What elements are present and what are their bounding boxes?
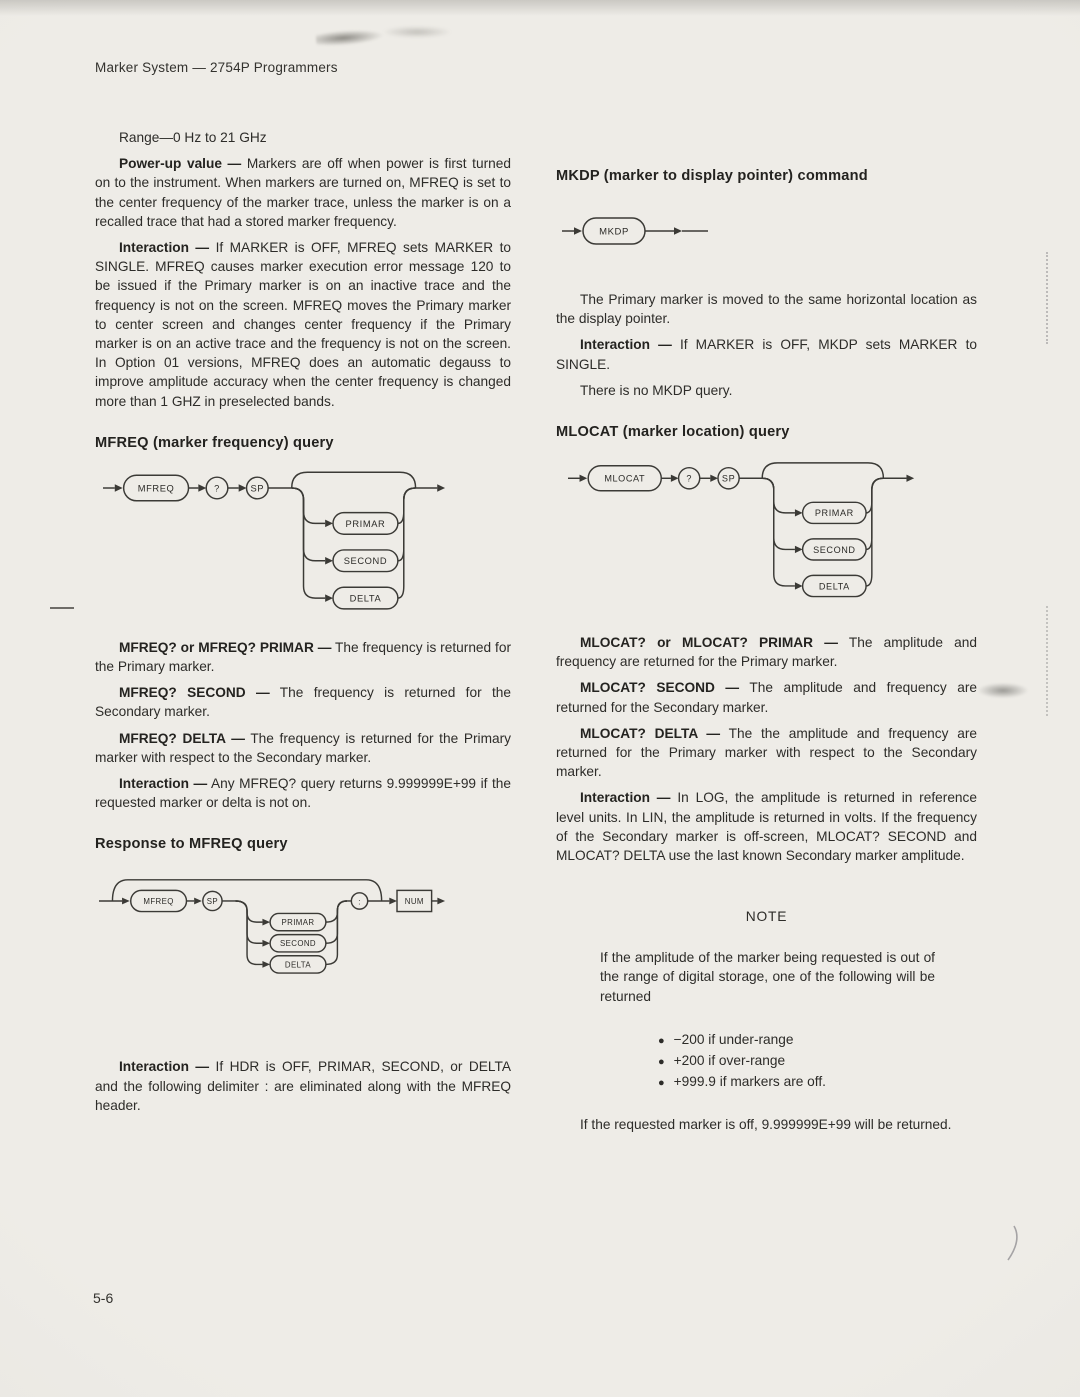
terminal-sp xyxy=(247,477,269,499)
paragraph-lead: MFREQ? or MFREQ? PRIMAR — xyxy=(119,639,332,655)
mlocat-syntax-diagram xyxy=(568,455,918,615)
paragraph-mfreq-primar xyxy=(95,638,511,676)
option-primar xyxy=(333,512,398,534)
note-bullet xyxy=(658,1030,977,1051)
svg-text:DELTA: DELTA xyxy=(284,960,312,970)
paragraph-text: If HDR is OFF, PRIMAR, SECOND, or DELTA and the following delimiter : are eliminated along with the MFREQ header. xyxy=(95,1059,511,1113)
paragraph-mfreq-delta xyxy=(95,729,511,767)
svg-text::: : xyxy=(358,897,361,907)
paragraph-mkdp-interaction xyxy=(556,335,977,373)
terminal-mkdp xyxy=(583,218,645,244)
paragraph-powerup xyxy=(95,154,511,231)
svg-text:NUM: NUM xyxy=(404,897,424,907)
svg-text:PRIMAR: PRIMAR xyxy=(281,918,315,928)
paragraph-mkdp-moved xyxy=(556,290,977,328)
terminal-num xyxy=(397,891,432,912)
bullet-text: −200 if under-range xyxy=(673,1031,794,1047)
paragraph-lead: MLOCAT? SECOND — xyxy=(580,680,740,696)
paragraph-lead: Interaction — xyxy=(119,240,210,256)
svg-text:SECOND: SECOND xyxy=(343,556,388,567)
paragraph-lead: Interaction — xyxy=(119,1059,210,1075)
svg-text:DELTA: DELTA xyxy=(818,581,850,592)
bullet-text: +999.9 if markers are off. xyxy=(673,1074,826,1090)
paragraph-mlocat-interaction xyxy=(556,788,977,865)
svg-text:SECOND: SECOND xyxy=(279,939,316,949)
option-delta xyxy=(270,956,326,973)
left-column xyxy=(95,128,511,1122)
scan-dotted-edge xyxy=(1046,252,1048,344)
svg-text:SECOND: SECOND xyxy=(813,544,856,555)
paragraph-text: The amplitude and frequency are returned for the Secondary marker. xyxy=(556,680,977,715)
paragraph-lead: Interaction — xyxy=(580,337,672,353)
option-second xyxy=(803,539,866,560)
mlocat-heading: MLOCAT (marker location) query xyxy=(556,424,790,441)
paragraph-text: If the requested marker is off, 9.999999E+99 will be returned. xyxy=(580,1117,952,1133)
svg-text:PRIMAR: PRIMAR xyxy=(345,518,386,529)
paragraph-mlocat-second xyxy=(556,678,977,716)
terminal-colon xyxy=(351,893,367,909)
svg-text:?: ? xyxy=(214,483,220,494)
option-delta xyxy=(803,575,866,596)
page-header: Marker System — 2754P Programmers xyxy=(95,60,338,75)
scan-smudge-icon xyxy=(382,26,452,38)
option-second xyxy=(333,550,398,572)
paragraph-lead: MFREQ? SECOND — xyxy=(119,685,270,701)
bullet-icon: ● xyxy=(658,1034,665,1047)
svg-text:MFREQ: MFREQ xyxy=(137,483,175,494)
scan-smudge-icon xyxy=(978,683,1028,698)
response-heading: Response to MFREQ query xyxy=(95,836,288,853)
terminal-mfreq xyxy=(124,475,189,501)
scan-smudge-icon xyxy=(316,28,385,48)
scan-pen-mark xyxy=(1000,1224,1024,1264)
option-second xyxy=(270,935,326,952)
paragraph-mlocat-primar xyxy=(556,633,977,671)
paragraph-mlocat-delta xyxy=(556,724,977,782)
paragraph-lead: MFREQ? DELTA — xyxy=(119,730,245,746)
connector-lines xyxy=(99,880,445,968)
paragraph-interaction-any xyxy=(95,774,511,812)
option-primar xyxy=(270,914,326,931)
scan-dash-mark xyxy=(50,607,74,609)
note-body xyxy=(600,948,935,1006)
paragraph-text: The frequency is returned for the Primary marker with respect to the Secondary marker. xyxy=(95,730,512,765)
svg-text:DELTA: DELTA xyxy=(349,593,382,604)
paragraph-text: The the amplitude and frequency are returned for the Primary marker with respect to the Secondary marker. xyxy=(556,725,977,780)
terminal-question xyxy=(206,477,228,499)
right-column xyxy=(556,168,977,1142)
paragraph-mfreq-second xyxy=(95,683,511,721)
paragraph-text: Any MFREQ? query returns 9.999999E+99 if the requested marker or delta is not on. xyxy=(95,776,511,811)
svg-text:MKDP: MKDP xyxy=(599,226,629,238)
paragraph-text: The amplitude and frequency are returned for the Primary marker. xyxy=(556,635,977,670)
paragraph-text: In LOG, the amplitude is returned in reference level units. In LIN, the amplitude is returned in volts. If the frequency of the Secondary marker is off-screen, MLOCAT? SECOND and MLOCAT? DELTA use the last known Secondary marker amplitude. xyxy=(556,790,977,864)
note-bullet xyxy=(658,1051,977,1072)
paragraph-mkdp-noquery xyxy=(556,381,977,400)
paragraph-text: The frequency is returned for the Primary marker. xyxy=(95,639,511,675)
mfreq-syntax-diagram xyxy=(103,466,449,626)
svg-text:MFREQ: MFREQ xyxy=(143,897,174,907)
mfreq-response-diagram xyxy=(99,867,447,983)
svg-text:PRIMAR: PRIMAR xyxy=(814,508,854,519)
svg-text:SP: SP xyxy=(250,483,265,494)
note-heading: NOTE xyxy=(745,909,788,925)
paragraph-text: If MARKER is OFF, MKDP sets MARKER to SINGLE. xyxy=(556,337,977,372)
range-line: Range—0 Hz to 21 GHz xyxy=(119,130,267,145)
option-delta xyxy=(333,587,398,609)
svg-text:SP: SP xyxy=(206,897,219,907)
scan-dotted-edge xyxy=(1046,606,1048,716)
paragraph-interaction-hdr xyxy=(95,1057,511,1115)
paragraph-lead: Interaction — xyxy=(580,790,671,806)
terminal-mfreq xyxy=(131,891,187,912)
bullet-icon: ● xyxy=(658,1056,665,1069)
paragraph-interaction-mfreq xyxy=(95,238,511,411)
mkdp-heading: MKDP (marker to display pointer) command xyxy=(556,168,868,184)
mkdp-syntax-diagram xyxy=(562,208,712,254)
bullet-text: +200 if over-range xyxy=(673,1053,786,1069)
svg-text:MLOCAT: MLOCAT xyxy=(604,473,646,484)
paragraph-text: The frequency is returned for the Secondary marker. xyxy=(95,685,512,720)
option-primar xyxy=(803,502,866,523)
terminal-sp xyxy=(203,892,222,911)
svg-text:?: ? xyxy=(686,473,692,484)
paragraph-text: The Primary marker is moved to the same horizontal location as the display pointer. xyxy=(556,292,977,327)
note-bullet xyxy=(658,1072,977,1093)
paragraph-lead: Interaction — xyxy=(119,776,208,792)
paragraph-text: Markers are off when power is first turned on to the instrument. When markers are turned on, MFREQ is set to the center frequency of the marker trace, unless the marker is on a recalled trace that had a stored marker frequency. xyxy=(95,156,511,229)
paragraph-lead: MLOCAT? DELTA — xyxy=(580,725,721,741)
paragraph-text: If the amplitude of the marker being requested is out of the range of digital storage, one of the following will be returned xyxy=(600,950,935,1004)
paragraph-lead: Power-up value — xyxy=(119,156,242,172)
bullet-icon: ● xyxy=(658,1077,665,1090)
terminal-sp xyxy=(718,468,739,489)
terminal-mlocat xyxy=(588,466,661,491)
paragraph-marker-off xyxy=(556,1115,977,1134)
mfreq-query-heading: MFREQ (marker frequency) query xyxy=(95,434,334,451)
paragraph-lead: MLOCAT? or MLOCAT? PRIMAR — xyxy=(580,635,838,651)
paragraph-text: If MARKER is OFF, MFREQ sets MARKER to SINGLE. MFREQ causes marker execution error message 120 to be issued if the Primary marker is on an inactive trace and the frequency is not on the screen. MFREQ moves the Primary marker to center screen and changes center frequency if the Primary marker is on an active trace and the frequency is not on the screen. In Option 01 versions, MFREQ does an automatic degauss to improve amplitude accuracy when the center frequency is changed more than 1 GHZ in preselected bands. xyxy=(95,240,511,409)
page-number: 5-6 xyxy=(93,1290,114,1306)
note-bullet-list xyxy=(658,1030,977,1094)
svg-text:SP: SP xyxy=(721,473,736,484)
paragraph-text: There is no MKDP query. xyxy=(580,382,733,398)
terminal-question xyxy=(679,468,700,489)
